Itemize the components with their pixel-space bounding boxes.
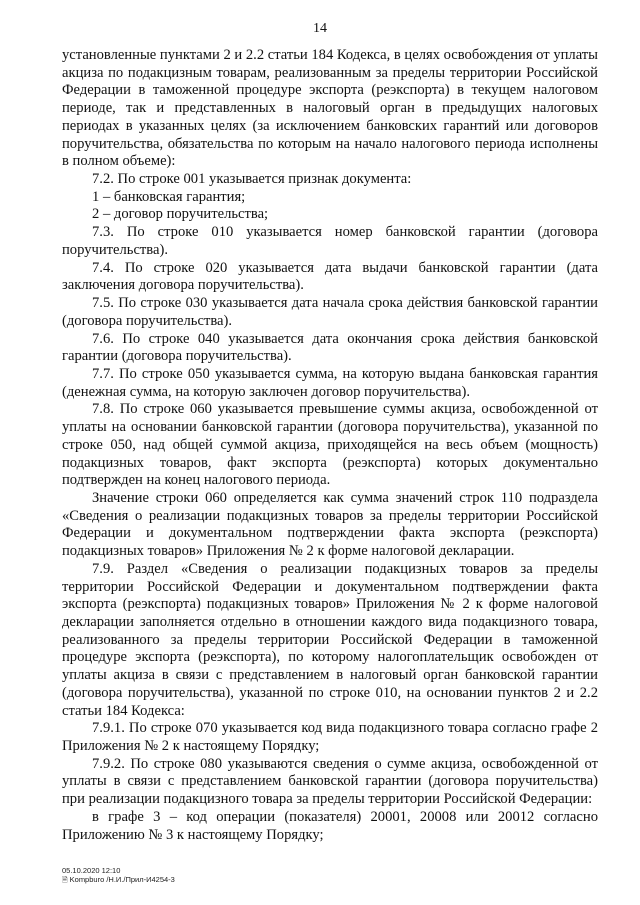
document-icon: 🗎	[62, 877, 68, 884]
footer-timestamp: 05.10.2020 12:10	[62, 866, 121, 875]
paragraph-7-5: 7.5. По строке 030 указывается дата начала срока действия банковской гарантии (договора поручительства).	[62, 295, 598, 329]
paragraph-7-4: 7.4. По строке 020 указывается дата выдачи банковской гарантии (дата заключения договора поручительства).	[62, 259, 598, 294]
paragraph-intro: установленные пунктами 2 и 2.2 статьи 184 Кодекса, в целях освобождения от уплаты акциза по подакцизным товарам, реализованным за пределы территории Российской Федерации в таможенной процедуре экспорта (реэкспорта) в текущем налоговом периоде, так и представленных в налоговый орган в предыдущих налоговых периодах в указанных целях (за исключением банковских гарантий или договоров поручительства, обязательства по которым на начало налогового периода исполнены в полном объеме):	[62, 47, 598, 170]
paragraph-line-060: Значение строки 060 определяется как сумма значений строк 110 подраздела «Сведения о реализации подакцизных товаров за пределы территории Российской Федерации и документальном подтверждении факта экспорта (реэкспорта) подакцизных товаров» Приложения № 2 к форме налоговой декларации.	[62, 489, 598, 560]
paragraph-7-7: 7.7. По строке 050 указывается сумма, на которую выдана банковская гарантия (денежная сумма, на которую заключен договор поручительства).	[62, 365, 598, 400]
paragraph-7-6: 7.6. По строке 040 указывается дата окончания срока действия банковской гарантии (договора поручительства).	[62, 330, 598, 365]
paragraph-7-8: 7.8. По строке 060 указывается превышение суммы акциза, освобожденной от уплаты на основании банковской гарантии (договора поручительства), указанной по строке 050, над общей суммой акциза, приходящейся на весь объем (мощность) подакцизных товаров, факт экспорта (реэкспорта) которых документально подтвержден на конец налогового периода.	[62, 401, 598, 489]
footer-file-path: Kompburo /Н.И./Прил-И4254-3	[69, 875, 175, 884]
paragraph-7-3: 7.3. По строке 010 указывается номер банковской гарантии (договора поручительства).	[62, 224, 598, 258]
list-item-surety-agreement: 2 – договор поручительства;	[92, 206, 269, 223]
paragraph-7-9-1: 7.9.1. По строке 070 указывается код вида подакцизного товара согласно графе 2 Приложения № 2 к настоящему Порядку;	[62, 720, 598, 755]
paragraph-column-3: в графе 3 – код операции (показателя) 20001, 20008 или 20012 согласно Приложению № 3 к настоящему Порядку;	[62, 808, 598, 843]
footer-stamp	[62, 866, 175, 885]
paragraph-7-9: 7.9. Раздел «Сведения о реализации подакцизных товаров за пределы территории Российской Федерации и документальном подтверждении факта экспорта (реэкспорта) подакцизных товаров» Приложения № 2 к форме налоговой декларации заполняется отдельно в отношении каждого вида подакцизного товара, реализованного за пределы территории Российской Федерации в таможенной процедуре экспорта (реэкспорта), по которому налогоплательщик освобожден от уплаты акциза в связи с представлением в налоговый орган банковской гарантии (договора поручительства), указанной по строке 010, на основании пунктов 2 и 2.2 статьи 184 Кодекса:	[62, 560, 598, 719]
paragraph-7-2: 7.2. По строке 001 указывается признак документа:	[92, 171, 412, 188]
document-body	[62, 47, 598, 844]
footer-file-line	[62, 875, 175, 885]
page-number: 14	[313, 21, 327, 36]
paragraph-7-9-2: 7.9.2. По строке 080 указываются сведения о сумме акциза, освобожденной от уплаты в связи с представлением банковской гарантии (договора поручительства) при реализации подакцизного товара за пределы территории Российской Федерации:	[62, 755, 598, 808]
list-item-bank-guarantee: 1 – банковская гарантия;	[92, 188, 246, 205]
